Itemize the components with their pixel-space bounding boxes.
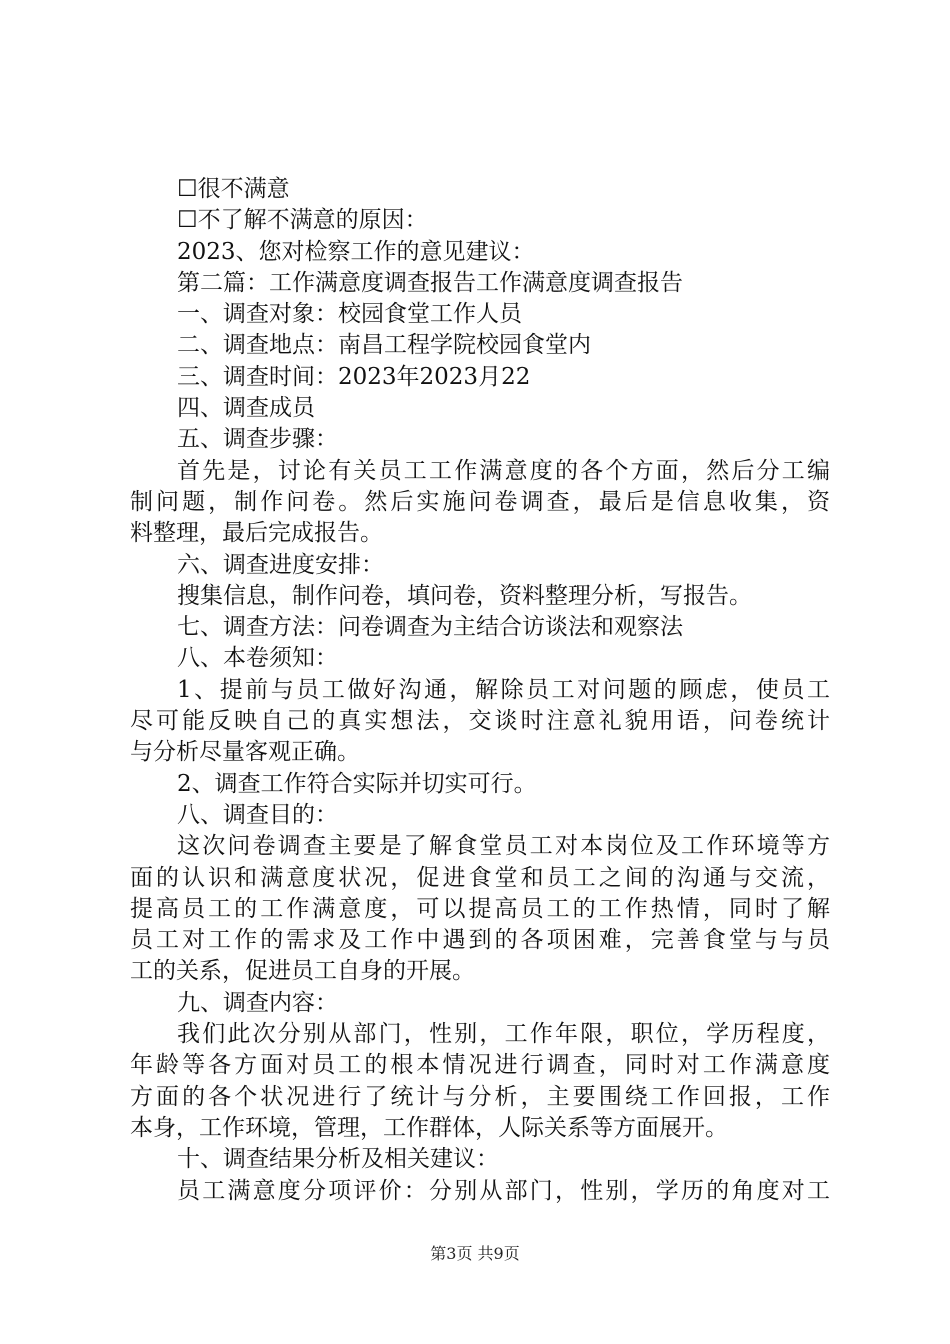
text-line: 五、调查步骤：: [177, 426, 338, 453]
text-line: 六、调查进度安排：: [177, 551, 384, 578]
text-line: 料整理，最后完成报告。: [130, 520, 383, 547]
text-line: 搜集信息，制作问卷，填问卷，资料整理分析，写报告。: [177, 582, 752, 609]
text-line: 首先是，讨论有关员工工作满意度的各个方面，然后分工编: [177, 457, 830, 484]
text-line: 1、提前与员工做好沟通，解除员工对问题的顾虑，使员工: [177, 676, 830, 703]
text-line: 第二篇：工作满意度调查报告工作满意度调查报告: [177, 269, 683, 296]
text-line: 一、调查对象：校园食堂工作人员: [177, 301, 522, 328]
text-line: 十、调查结果分析及相关建议：: [177, 1146, 499, 1173]
text-line: 方面的各个状况进行了统计与分析，主要围绕工作回报，工作: [130, 1083, 830, 1110]
text-line: 员工对工作的需求及工作中遇到的各项困难，完善食堂与与员: [130, 927, 830, 954]
text-line: 这次问卷调查主要是了解食堂员工对本岗位及工作环境等方: [177, 833, 830, 860]
text-line: 员工满意度分项评价：分别从部门，性别，学历的角度对工: [177, 1177, 830, 1204]
text-line: 年龄等各方面对员工的根本情况进行调查，同时对工作满意度: [130, 1052, 830, 1079]
text-line: ☐不了解不满意的原因：: [177, 207, 428, 234]
page-footer: 第3页 共9页: [430, 1244, 520, 1263]
text-line: 尽可能反映自己的真实想法，交谈时注意礼貌用语，问卷统计: [130, 708, 830, 735]
text-line: 八、本卷须知：: [177, 645, 338, 672]
document-body: [130, 174, 830, 1207]
text-line: 我们此次分别从部门，性别，工作年限，职位，学历程度，: [177, 1021, 830, 1048]
text-line: 2023、您对检察工作的意见建议：: [177, 238, 535, 265]
text-line: 与分析尽量客观正确。: [130, 739, 360, 766]
text-line: 提高员工的工作满意度，可以提高员工的工作热情，同时了解: [130, 895, 830, 922]
text-line: 面的认识和满意度状况，促进食堂和员工之间的沟通与交流，: [130, 864, 830, 891]
text-line: 二、调查地点：南昌工程学院校园食堂内: [177, 332, 591, 359]
text-line: ☐很不满意: [177, 176, 290, 202]
text-line: 三、调查时间：2023年2023月22: [177, 363, 531, 390]
text-line: 八、调查目的：: [177, 801, 338, 828]
text-line: 七、调查方法：问卷调查为主结合访谈法和观察法: [177, 614, 683, 641]
text-line: 四、调查成员: [177, 395, 315, 422]
text-line: 2、调查工作符合实际并切实可行。: [177, 770, 537, 797]
text-line: 制问题，制作问卷。然后实施问卷调查，最后是信息收集，资: [130, 488, 830, 515]
text-line: 九、调查内容：: [177, 989, 338, 1016]
text-line: 本身，工作环境，管理，工作群体，人际关系等方面展开。: [130, 1114, 728, 1141]
text-line: 工的关系，促进员工自身的开展。: [130, 958, 475, 985]
